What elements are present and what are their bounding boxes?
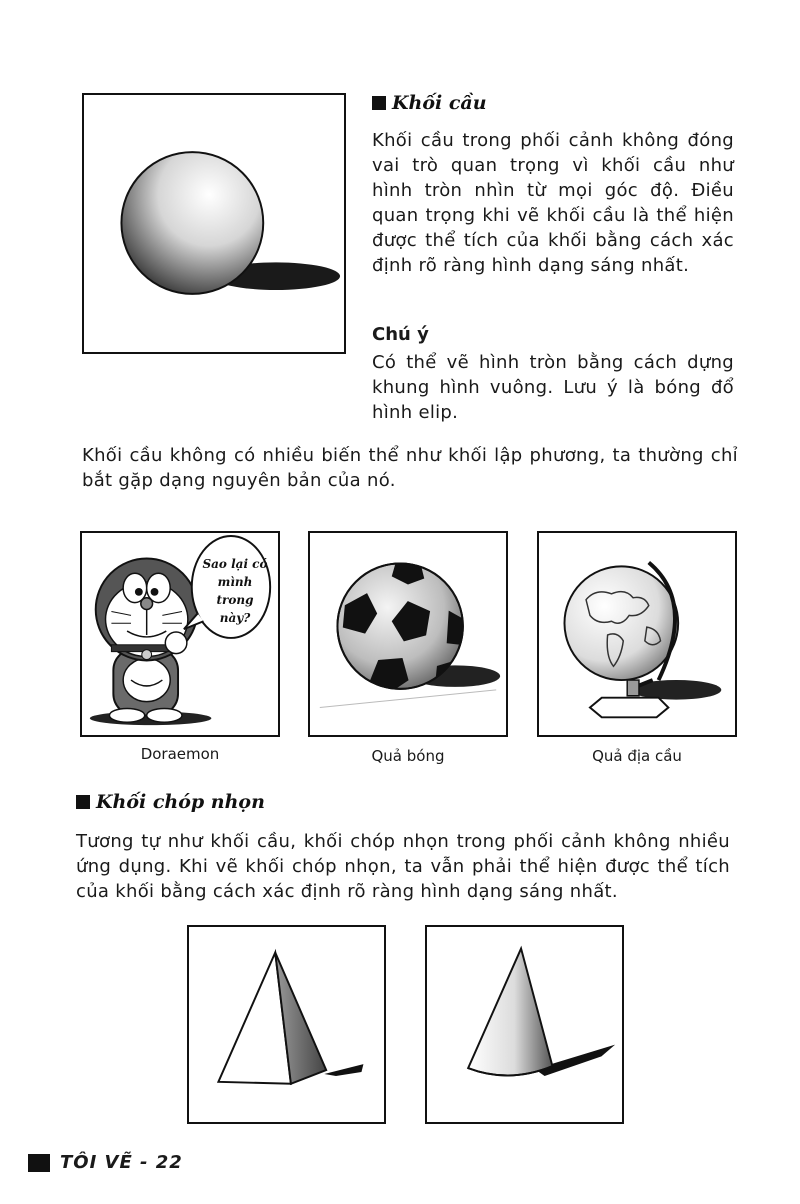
pyramid-section-title: Khối chóp nhọn	[76, 791, 265, 813]
caption-globe: Quả địa cầu	[592, 747, 682, 765]
cone-illustration	[425, 925, 624, 1124]
sphere-paragraph: Khối cầu trong phối cảnh không đóng vai trò quan trọng vì khối cầu như hình tròn nhìn từ mọi góc độ. Điều quan trọng khi vẽ khối cầu là thể hiện được thể tích của khối bằng cách xác định rõ ràng hình dạng sáng nhất.	[372, 130, 734, 276]
sphere-body-text: Khối cầu không có nhiều biến thể như khối lập phương, ta thường chỉ bắt gặp dạng nguyên bản của nó.	[82, 445, 738, 491]
doraemon-illustration	[80, 531, 280, 737]
sphere-illustration	[82, 93, 346, 354]
note-text: Có thể vẽ hình tròn bằng cách dựng khung hình vuông. Lưu ý là bóng đổ hình elip.	[372, 352, 734, 423]
page-footer	[28, 1152, 183, 1173]
sphere-section-title: Khối cầu	[372, 92, 487, 114]
section-bullet-icon	[372, 96, 386, 110]
pyramid-illustration	[187, 925, 386, 1124]
footer-block-icon	[28, 1154, 50, 1172]
caption-soccer-ball: Quả bóng	[371, 747, 445, 765]
sphere-shape	[121, 152, 263, 294]
speech-bubble-text: Sao lại có mình trong này?	[202, 557, 268, 625]
soccer-ball-illustration	[308, 531, 508, 737]
caption-doraemon: Doraemon	[140, 745, 220, 763]
note-title: Chú ý	[372, 324, 429, 345]
pyramid-paragraph: Tương tự như khối cầu, khối chóp nhọn trong phối cảnh không nhiều ứng dụng. Khi vẽ khối chóp nhọn, ta vẫn phải thể hiện được thể tích của khối bằng cách xác định rõ ràng hình dạng sáng nhất.	[76, 831, 730, 902]
page-number: TÔI VẼ - 22	[60, 1152, 183, 1173]
section-bullet-icon	[76, 795, 90, 809]
globe-illustration	[537, 531, 737, 737]
